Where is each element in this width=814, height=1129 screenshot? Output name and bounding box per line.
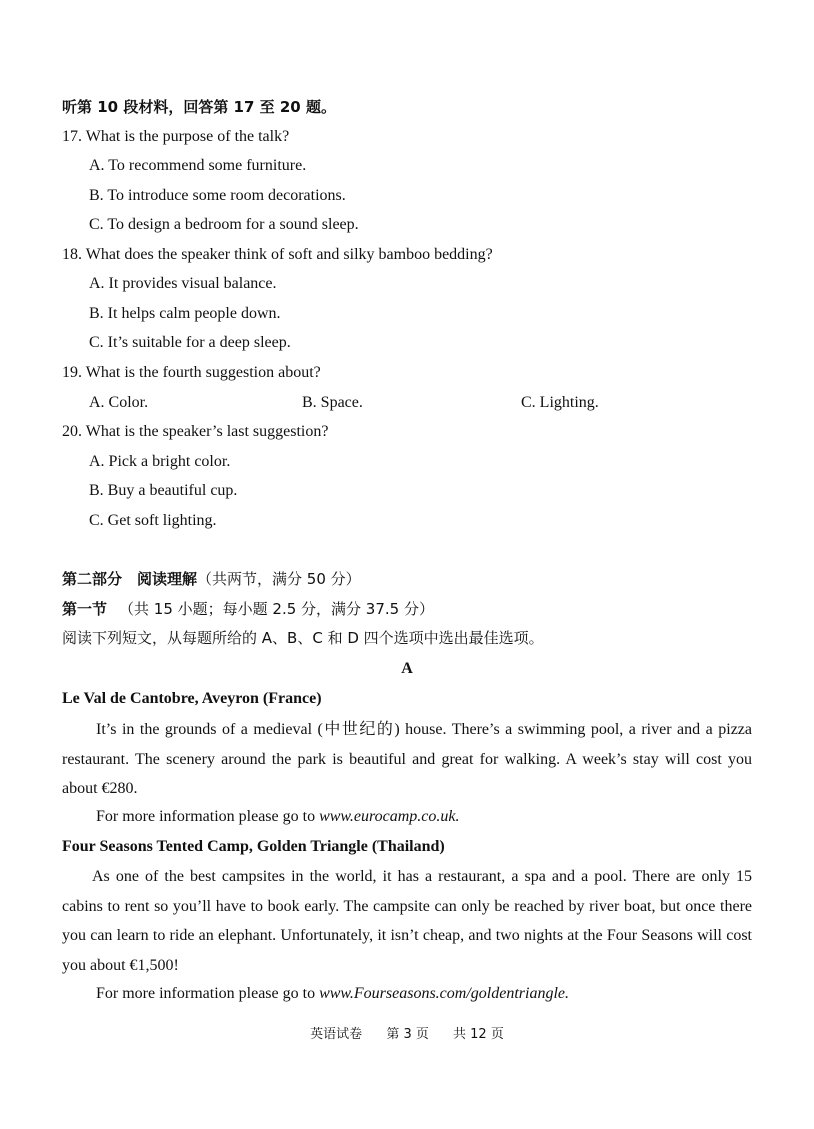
question-17-option-c: C. To design a bedroom for a sound sleep. — [89, 216, 359, 233]
camp1-body: It’s in the grounds of a medieval (中世纪的) house. There’s a swimming pool, a river and a pizza restaurant. The scenery around the park is beautiful and great for walking. A week’s stay will cost you about €280. — [62, 721, 752, 798]
question-19-option-a: A. Color. — [89, 394, 149, 411]
question-20-option-c: C. Get soft lighting. — [89, 512, 217, 529]
footer-subject: 英语试卷 — [310, 1027, 363, 1042]
question-18-option-a: A. It provides visual balance. — [89, 275, 277, 292]
section1-heading — [62, 598, 434, 620]
camp1-more-info-prefix: For more information please go to — [96, 808, 320, 825]
camp2-body: As one of the best campsites in the world, it has a restaurant, a spa and a pool. There are only 15 cabins to rent so you’ll have to book early. The campsite can only be reached by river boat, but once there you can learn to ride an elephant. Unfortunately, it isn’t cheap, and two nights at the Four Seasons will cost you about €1,500! — [62, 868, 752, 974]
camp1-link: www.eurocamp.co.uk. — [319, 808, 460, 825]
question-17-option-a: A. To recommend some furniture. — [89, 157, 307, 174]
question-20-option-b: B. Buy a beautiful cup. — [89, 482, 238, 499]
camp2-more-info-prefix: For more information please go to — [96, 985, 320, 1002]
section1-title: 第一节 — [62, 600, 108, 618]
part2-title-note: （共两节，满分 50 分） — [197, 570, 361, 588]
part2-title: 第二部分 阅读理解 — [62, 570, 198, 588]
camp1-more-info — [96, 806, 459, 828]
camp2-link: www.Fourseasons.com/goldentriangle. — [319, 985, 569, 1002]
question-19-stem: 19. What is the fourth suggestion about? — [62, 364, 321, 381]
camp2-more-info — [96, 983, 569, 1005]
page-footer — [0, 1023, 814, 1042]
passage-label: A — [401, 660, 413, 677]
section1-note: （共 15 小题；每小题 2.5 分，满分 37.5 分） — [119, 600, 434, 618]
camp1-title: Le Val de Cantobre, Aveyron (France) — [62, 690, 322, 707]
question-20-option-a: A. Pick a bright color. — [89, 453, 231, 470]
question-17-option-b: B. To introduce some room decorations. — [89, 187, 346, 204]
footer-total-pages: 共 12 页 — [453, 1027, 504, 1042]
question-18-stem: 18. What does the speaker think of soft and silky bamboo bedding? — [62, 246, 493, 263]
reading-instruction: 阅读下列短文，从每题所给的 A、B、C 和 D 四个选项中选出最佳选项。 — [62, 629, 544, 647]
question-20-stem: 20. What is the speaker’s last suggestion? — [62, 423, 329, 440]
footer-page-number: 第 3 页 — [386, 1027, 429, 1042]
question-19-option-b: B. Space. — [302, 394, 363, 411]
question-18-option-b: B. It helps calm people down. — [89, 305, 281, 322]
camp2-title: Four Seasons Tented Camp, Golden Triangle (Thailand) — [62, 838, 445, 855]
section-heading: 听第 10 段材料，回答第 17 至 20 题。 — [62, 98, 336, 116]
question-19-option-c: C. Lighting. — [521, 394, 599, 411]
question-17-stem: 17. What is the purpose of the talk? — [62, 128, 290, 145]
question-18-option-c: C. It’s suitable for a deep sleep. — [89, 334, 291, 351]
part2-heading — [62, 568, 361, 590]
